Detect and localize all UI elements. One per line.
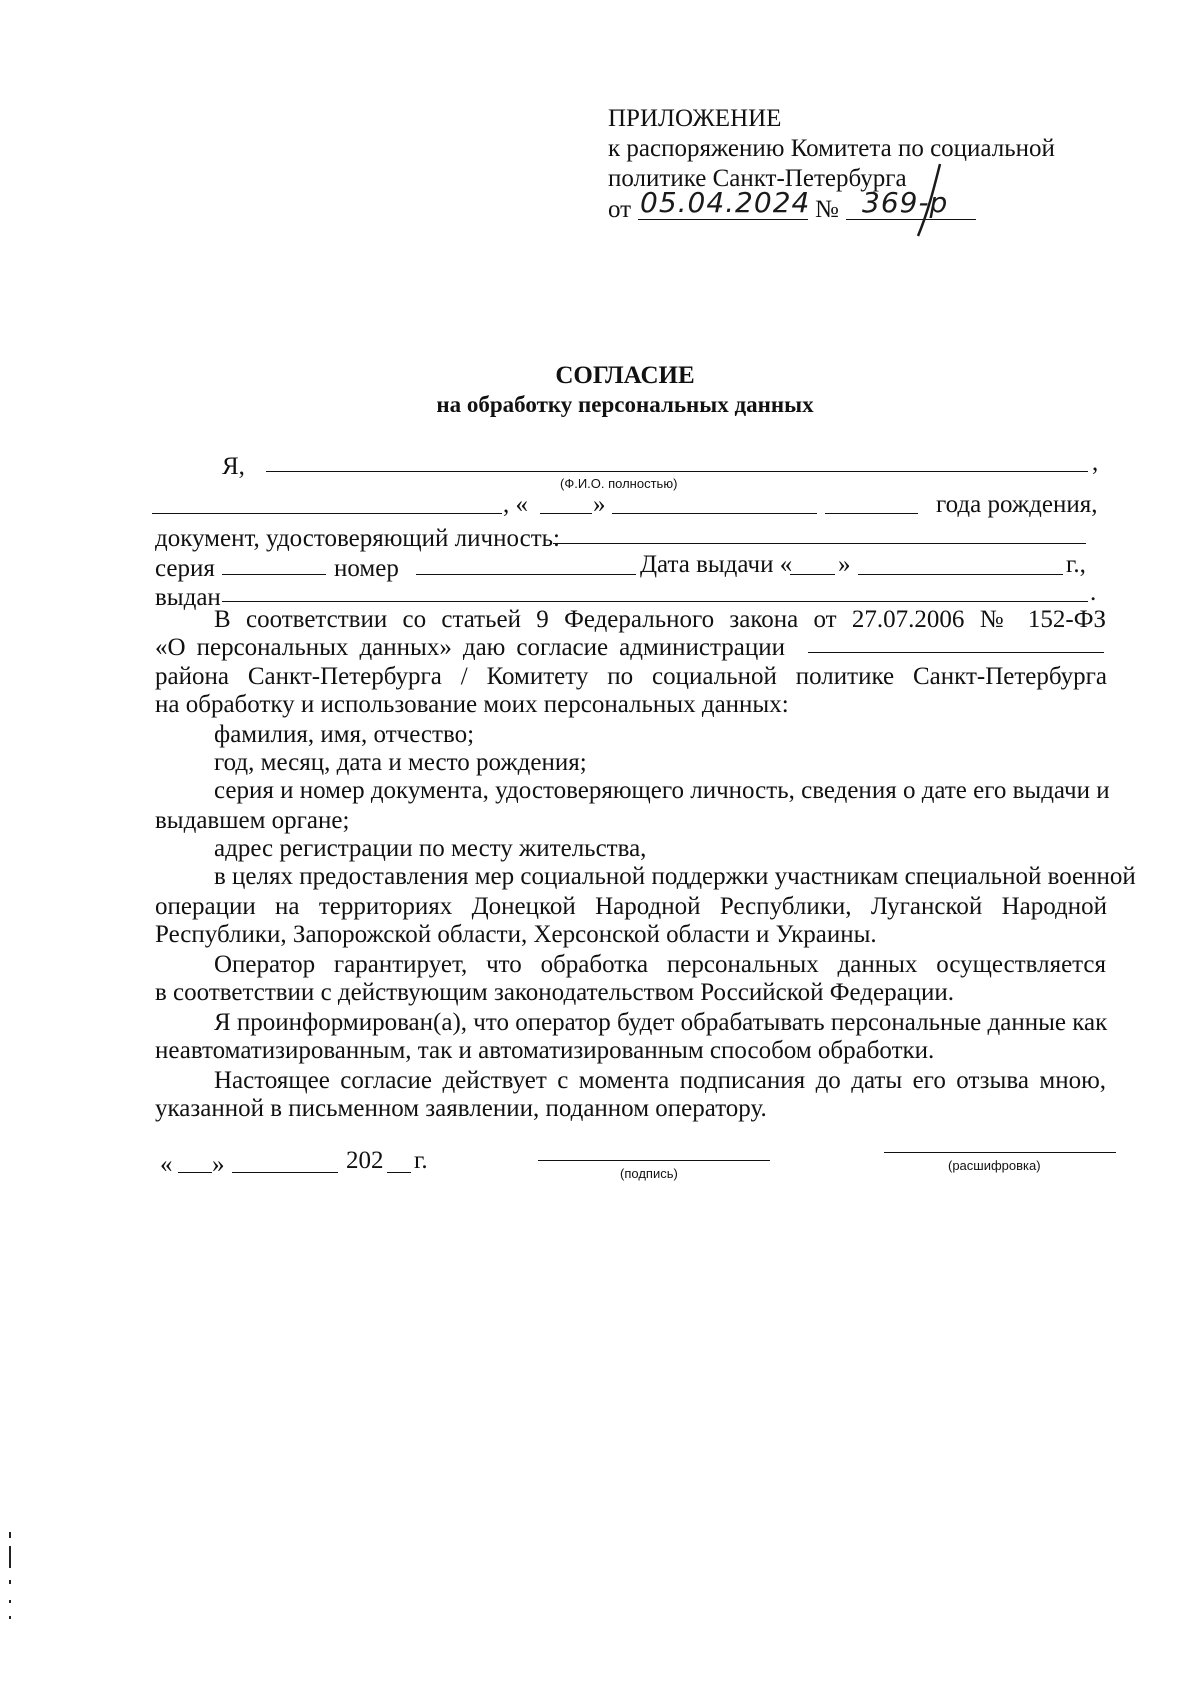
administration-field[interactable]	[808, 652, 1104, 653]
signature-caption: (подпись)	[620, 1166, 678, 1181]
fio-comma: ,	[1092, 449, 1099, 476]
scan-mark	[9, 1616, 11, 1619]
document-title: СОГЛАСИЕ	[555, 362, 695, 389]
paragraph-1-line-4: на обработку и использование моих персональных данных:	[155, 691, 789, 718]
number-sign: №	[815, 196, 839, 223]
number-field[interactable]	[416, 574, 636, 575]
issue-date-label: Дата выдачи «	[640, 551, 793, 578]
scan-mark	[9, 1532, 11, 1538]
footer-year-suffix: г.	[414, 1147, 428, 1174]
paragraph-2-line-3: Республики, Запорожской области, Херсонской области и Украины.	[155, 921, 877, 948]
document-subtitle: на обработку персональных данных	[436, 392, 814, 417]
paragraph-4-line-2: неавтоматизированным, так и автоматизированным способом обработки.	[155, 1037, 935, 1064]
scan-mark	[9, 1580, 11, 1584]
paragraph-1-line-1: В соответствии со статьей 9 Федерального закона от 27.07.2006 № 152-ФЗ	[214, 606, 1106, 633]
doc-type-field[interactable]	[553, 543, 1086, 544]
footer-year-field[interactable]	[387, 1172, 411, 1173]
paragraph-2-line-1: в целях предоставления мер социальной поддержки участникам специальной военной	[214, 863, 1136, 890]
appendix-line-2: политике Санкт-Петербурга	[608, 165, 907, 192]
issue-quote-close: »	[838, 551, 851, 578]
scan-mark	[9, 1600, 11, 1603]
issue-month-year-field[interactable]	[858, 574, 1063, 575]
i-label: Я,	[222, 453, 245, 480]
fio-caption: (Ф.И.О. полностью)	[560, 476, 678, 491]
scan-mark	[9, 1546, 11, 1568]
paragraph-1-line-2: «О персональных данных» даю согласие администрации	[155, 634, 785, 661]
decoding-caption: (расшифровка)	[948, 1158, 1041, 1173]
birth-year-field[interactable]	[825, 513, 918, 514]
appendix-line-1: к распоряжению Комитета по социальной	[608, 135, 1055, 162]
handwritten-number: 369-р	[862, 186, 949, 219]
list-item: адрес регистрации по месту жительства,	[214, 835, 647, 862]
list-item: серия и номер документа, удостоверяющего личность, сведения о дате его выдачи и	[214, 777, 1110, 804]
issued-label: выдан	[155, 584, 221, 611]
birth-place-field[interactable]	[152, 513, 502, 514]
handwritten-date: 05.04.2024	[640, 186, 811, 219]
fio-field[interactable]	[266, 471, 1088, 472]
paragraph-5-line-2: указанной в письменном заявлении, поданном оператору.	[155, 1095, 767, 1122]
issue-year-suffix: г.,	[1066, 551, 1086, 578]
paragraph-3-line-1: Оператор гарантирует, что обработка персональных данных осуществляется	[214, 951, 1106, 978]
series-field[interactable]	[222, 574, 326, 575]
issue-day-field[interactable]	[790, 574, 835, 575]
list-item: фамилия, имя, отчество;	[214, 721, 475, 748]
footer-month-field[interactable]	[232, 1172, 338, 1173]
issued-by-field[interactable]	[222, 601, 1088, 602]
footer-quote-close: »	[212, 1151, 225, 1178]
issued-dot: .	[1090, 579, 1097, 606]
appendix-from-prefix: от	[608, 196, 632, 223]
birth-month-field[interactable]	[612, 513, 817, 514]
appendix-title: ПРИЛОЖЕНИЕ	[608, 105, 782, 132]
footer-quote-open: «	[160, 1151, 173, 1178]
paragraph-5-line-1: Настоящее согласие действует с момента подписания до даты его отзыва мною,	[214, 1067, 1106, 1094]
doc-label: документ, удостоверяющий личность:	[155, 525, 560, 552]
birth-day-field[interactable]	[540, 513, 592, 514]
paragraph-1-line-3: района Санкт-Петербурга / Комитету по социальной политике Санкт-Петербурга	[155, 663, 1107, 690]
decoding-field[interactable]	[884, 1152, 1116, 1153]
birth-quote-open: , «	[503, 491, 528, 518]
signature-field[interactable]	[538, 1160, 770, 1161]
birth-quote-close: »	[593, 491, 606, 518]
list-item: год, месяц, дата и место рождения;	[214, 749, 587, 776]
list-item-continuation: выдавшем органе;	[155, 807, 350, 834]
footer-day-field[interactable]	[178, 1172, 212, 1173]
handwritten-stroke-mark	[906, 160, 946, 240]
footer-year-prefix: 202	[346, 1147, 384, 1174]
series-label: серия	[155, 555, 215, 582]
paragraph-3-line-2: в соответствии с действующим законодательством Российской Федерации.	[155, 979, 955, 1006]
paragraph-2-line-2: операции на территориях Донецкой Народной Республики, Луганской Народной	[155, 893, 1107, 920]
date-underline	[638, 219, 808, 220]
number-label: номер	[334, 555, 399, 582]
paragraph-4-line-1: Я проинформирован(а), что оператор будет обрабатывать персональные данные как	[214, 1009, 1108, 1036]
birth-suffix: года рождения,	[936, 491, 1098, 518]
